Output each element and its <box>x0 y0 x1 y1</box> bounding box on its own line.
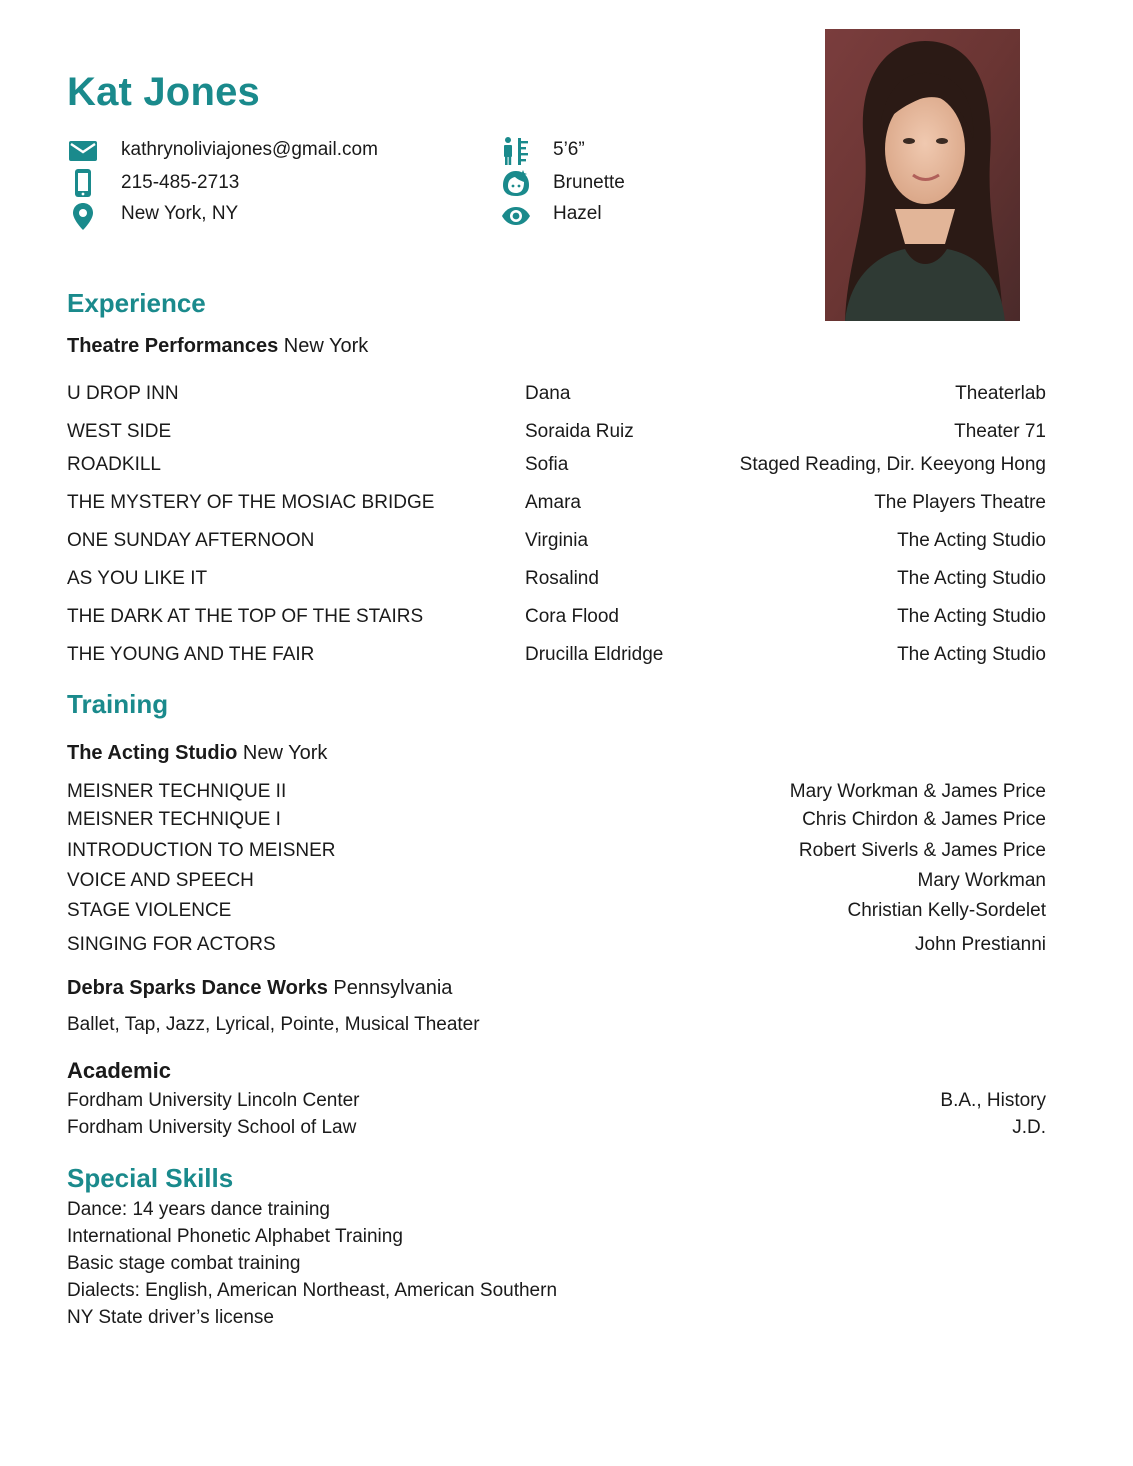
skill-item: Dance: 14 years dance training <box>67 1199 330 1220</box>
credit-row: THE MYSTERY OF THE MOSIAC BRIDGE Amara The Players Theatre <box>67 492 1046 513</box>
location-pin-icon <box>68 201 98 231</box>
training-heading: Training <box>67 689 169 719</box>
skill-item: Basic stage combat training <box>67 1253 301 1274</box>
course-name: MEISNER TECHNIQUE I <box>67 809 281 830</box>
academic-heading: Academic <box>67 1058 171 1083</box>
course-name: INTRODUCTION TO MEISNER <box>67 840 336 861</box>
credit-row: WEST SIDE Soraida Ruiz Theater 71 <box>67 421 1046 442</box>
course-name: STAGE VIOLENCE <box>67 900 232 921</box>
skill-item: Dialects: English, American Northeast, American Southern <box>67 1280 558 1301</box>
candidate-name: Kat Jones <box>67 70 260 114</box>
course-name: MEISNER TECHNIQUE II <box>67 781 287 802</box>
course-teacher: John Prestianni <box>915 934 1046 955</box>
credit-row: THE DARK AT THE TOP OF THE STAIRS Cora Flood The Acting Studio <box>67 606 1046 627</box>
course-teacher: Mary Workman & James Price <box>789 781 1046 802</box>
credit-row: ROADKILL Sofia Staged Reading, Dir. Keeyong Hong <box>67 454 1046 475</box>
email-icon <box>68 136 98 166</box>
course-teacher: Robert Siverls & James Price <box>798 840 1046 861</box>
dance-works-subheading: Debra Sparks Dance Works Pennsylvania <box>67 977 453 999</box>
credit-row: ONE SUNDAY AFTERNOON Virginia The Acting Studio <box>67 530 1046 551</box>
skill-item: NY State driver’s license <box>67 1307 274 1328</box>
credit-row: AS YOU LIKE IT Rosalind The Acting Studio <box>67 568 1046 589</box>
acting-studio-subheading: The Acting Studio New York <box>67 742 328 764</box>
eyes-text: Hazel <box>553 203 602 224</box>
credit-row: THE YOUNG AND THE FAIR Drucilla Eldridge The Acting Studio <box>67 644 1046 665</box>
height-icon <box>501 136 531 166</box>
headshot-photo <box>825 29 1020 321</box>
location-text: New York, NY <box>121 203 239 224</box>
hair-icon <box>501 168 531 198</box>
dance-styles: Ballet, Tap, Jazz, Lyrical, Pointe, Musical Theater <box>67 1014 480 1035</box>
hair-text: Brunette <box>553 172 625 193</box>
special-skills-heading: Special Skills <box>67 1163 234 1193</box>
academic-degree: J.D. <box>1012 1117 1046 1138</box>
academic-school: Fordham University School of Law <box>67 1117 357 1138</box>
skill-item: International Phonetic Alphabet Training <box>67 1226 403 1247</box>
course-teacher: Mary Workman <box>917 870 1046 891</box>
email-text: kathrynoliviajones@gmail.com <box>121 139 378 160</box>
course-teacher: Christian Kelly-Sordelet <box>847 900 1046 921</box>
experience-heading: Experience <box>67 288 206 318</box>
credit-row: U DROP INN Dana Theaterlab <box>67 383 1046 404</box>
academic-school: Fordham University Lincoln Center <box>67 1090 360 1111</box>
phone-icon <box>68 168 98 198</box>
theatre-performances-subheading: Theatre Performances New York <box>67 335 369 357</box>
eye-icon <box>501 201 531 231</box>
course-name: VOICE AND SPEECH <box>67 870 254 891</box>
course-teacher: Chris Chirdon & James Price <box>802 809 1046 830</box>
course-name: SINGING FOR ACTORS <box>67 934 276 955</box>
phone-text: 215-485-2713 <box>121 172 240 193</box>
academic-degree: B.A., History <box>940 1090 1046 1111</box>
height-text: 5’6” <box>553 139 585 160</box>
